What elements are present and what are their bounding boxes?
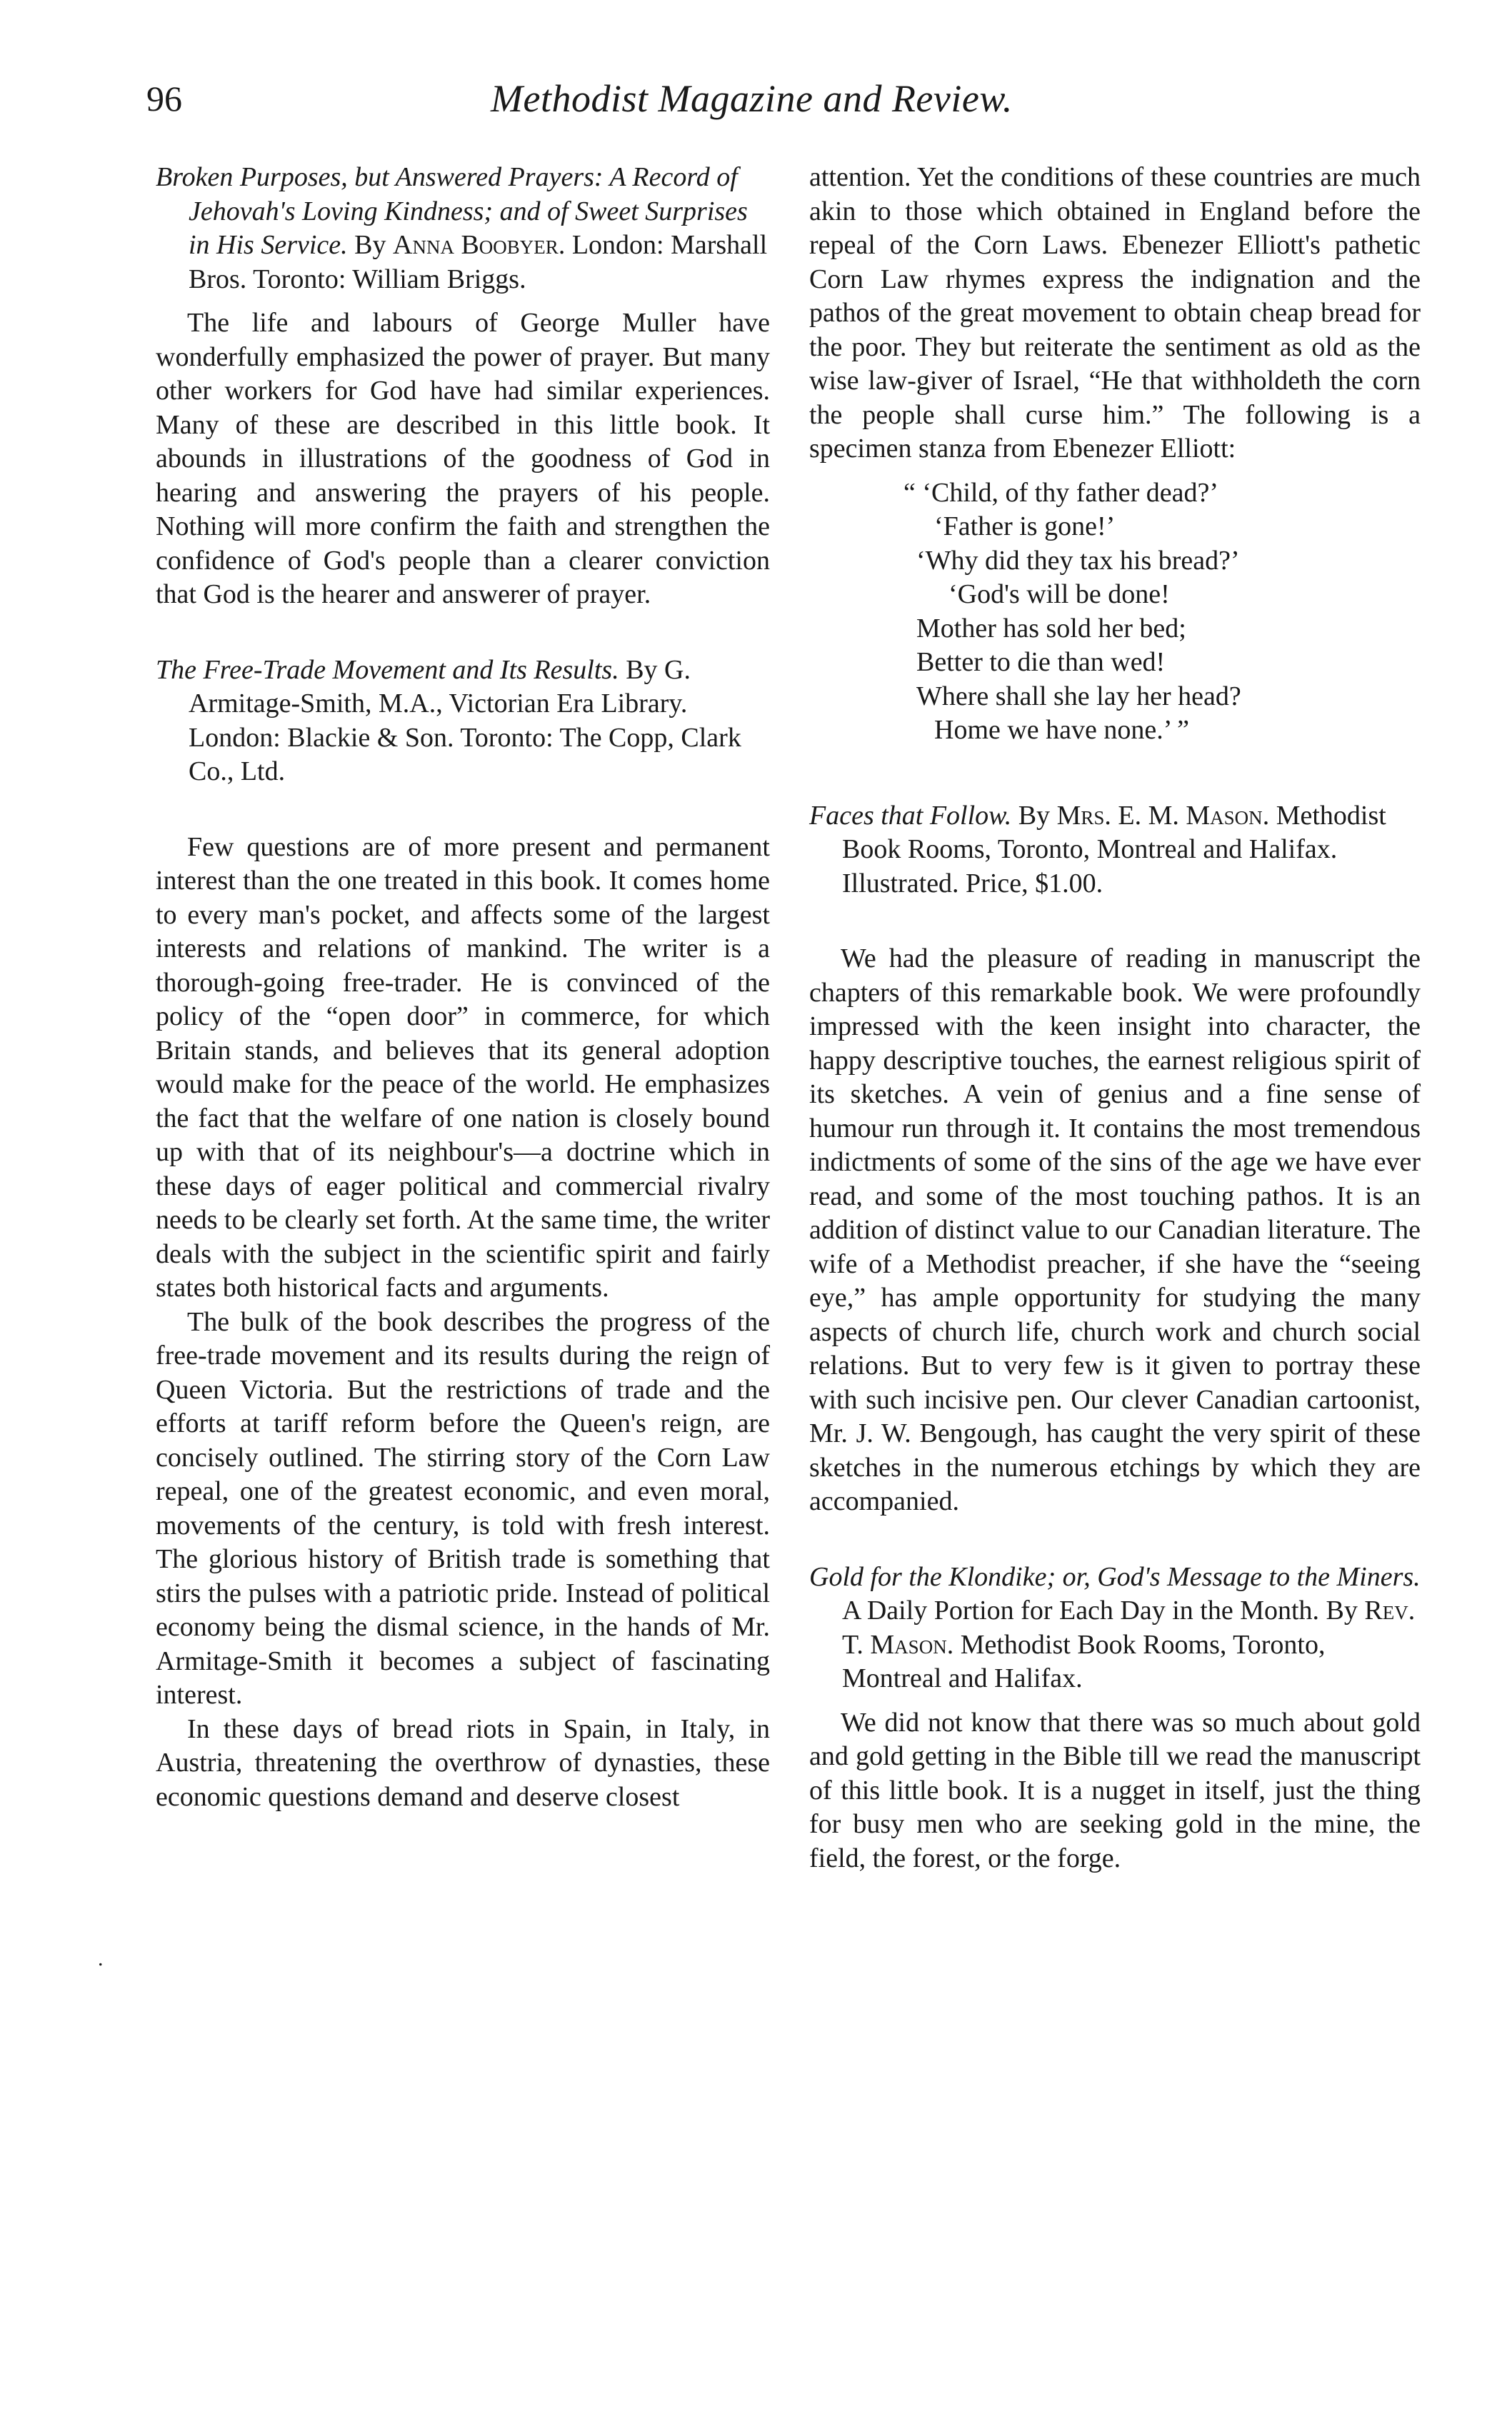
by-label: By [354,230,386,260]
review-body-continued: attention. Yet the conditions of these countries are much akin to those which obtained in England before the repeal of the Corn Laws. Ebenezer Elliott's pathetic Corn Law rhymes express the indignation and the pathos of the great movement to obtain cheap bread for the poor. They but reiterate the sentiment as old as the wise law-giver of Israel, “He that withholdeth the corn the people shall curse him.” The following is a specimen stanza from Ebenezer Elliott: [809,162,1421,464]
page-number: 96 [146,79,182,119]
poem-stanza [809,476,1421,748]
review-body: The life and labours of George Muller have wonderfully emphasized the power of prayer. But many other workers for God have had similar experiences. Many of these are described in this little book. It abounds in illustrations of the goodness of God in hearing and answering the prayers of his people. Nothing will more confirm the faith and strengthen the confidence of God's people than a clearer conviction that God is the hearer and answerer of prayer. [156,308,770,609]
book-title: Gold for the Klondike; or, God's Message to the Miners. [809,1561,1421,1592]
review-heading-free-trade [156,653,770,789]
poem-line: ‘Why did they tax his bread?’ [916,545,1240,576]
by-label: By [1011,800,1057,831]
publisher-info: A Daily Portion for Each Day in the Month. By [842,1596,1365,1626]
poem-line: ‘Father is gone!’ [934,511,1116,541]
stray-mark: . [98,1947,104,1970]
poem-line: ‘God's will be done! [948,579,1170,609]
review-heading-faces-that-follow [809,799,1421,901]
review-body: Few questions are of more present and permanent interest than the one treated in this book. It comes home to every man's pocket, and affects some of the largest interests and relations of mankind. The writer is a thorough-going free-trader. He is convinced of the policy of the “open door” in commerce, for which Britain stands, and believes that its general adoption would make for the peace of the world. He emphasizes the fact that the welfare of one nation is closely bound up with that of its neighbour's—a doctrine which in these days of eager political and commercial rivalry needs to be clearly set forth. At the same time, the writer deals with the subject in the scientific spirit and fairly states both historical facts and arguments. [156,831,770,1303]
author-name: Rev. T. Mason [842,1596,1416,1660]
right-column [809,161,1421,1875]
review-body: In these days of bread riots in Spain, in Italy, in Austria, threatening the overthrow of dynasties, these economic questions demand and deserve closest [156,1713,770,1812]
review-body: The bulk of the book describes the progress of the free-trade movement and its results during the reign of Queen Victoria. But the restrictions of trade and the efforts at tariff reform before the Queen's reign, are concisely outlined. The stirring story of the Corn Law repeal, one of the greatest economic, and even moral, movements of the century, is told with fresh interest. The glorious history of British trade is something that stirs the pulses with a patriotic pride. Instead of political economy being the dismal science, in the hands of Mr. Armitage-Smith it becomes a subject of fascinating interest. [156,1306,770,1710]
book-title: The Free-Trade Movement and Its Results. [156,654,619,685]
poem-line: Where shall she lay her head? [916,681,1241,711]
publisher-info: . London: Marshall Bros. Toronto: William Briggs. [189,230,768,294]
publisher-info: . Methodist Book Rooms, Toronto, Montreal and Halifax. [842,1629,1326,1693]
review-heading-broken-purposes [156,161,770,296]
page-header [146,77,1428,134]
book-title: Broken Purposes, but Answered Prayers: A Record of Jehovah's Loving Kindness; and of Sweet Surprises in His Service. [156,162,748,260]
poem-line: Mother has sold her bed; [916,613,1186,643]
running-title: Methodist Magazine and Review. [491,77,1013,120]
review-heading-gold-for-klondike [809,1561,1421,1696]
publisher-info: . Methodist Book Rooms, Toronto, Montreal and Halifax. Illustrated. Price, $1.00. [842,800,1386,898]
poem-line: “ ‘Child, of thy father dead?’ [903,477,1219,508]
author-name: Anna Boobyer [393,230,559,260]
publisher-info: By G. Armitage-Smith, M.A., Victorian Era Library. London: Blackie & Son. Toronto: The Copp, Clark Co., Ltd. [189,654,741,786]
left-column [156,161,770,1814]
book-title: Faces that Follow. [809,800,1012,831]
author-name: Mrs. E. M. Mason [1056,800,1263,831]
review-body: We had the pleasure of reading in manuscript the chapters of this remarkable book. We were profoundly impressed with the keen insight into character, the happy descriptive touches, the earnest religious spirit of its sketches. A vein of genius and a fine sense of humour run through it. It contains the most tremendous indictments of some of the sins of the age we have ever read, and some of the most touching pathos. It is an addition of distinct value to our Canadian literature. The wife of a Methodist preacher, if she have the “seeing eye,” has ample opportunity for studying the many aspects of church life, church work and church social relations. But to very few is it given to portray these with such incisive pen. Our clever Canadian cartoonist, Mr. J. W. Bengough, has caught the very spirit of these sketches in the numerous etchings by which they are accompanied. [809,943,1421,1516]
poem-line: Better to die than wed! [916,647,1166,677]
review-body: We did not know that there was so much about gold and gold getting in the Bible till we read the manuscript of this little book. It is a nugget in itself, just the thing for busy men who are seeking gold in the mine, the field, the forest, or the forge. [809,1707,1421,1873]
poem-line: Home we have none.’ ” [934,715,1189,745]
